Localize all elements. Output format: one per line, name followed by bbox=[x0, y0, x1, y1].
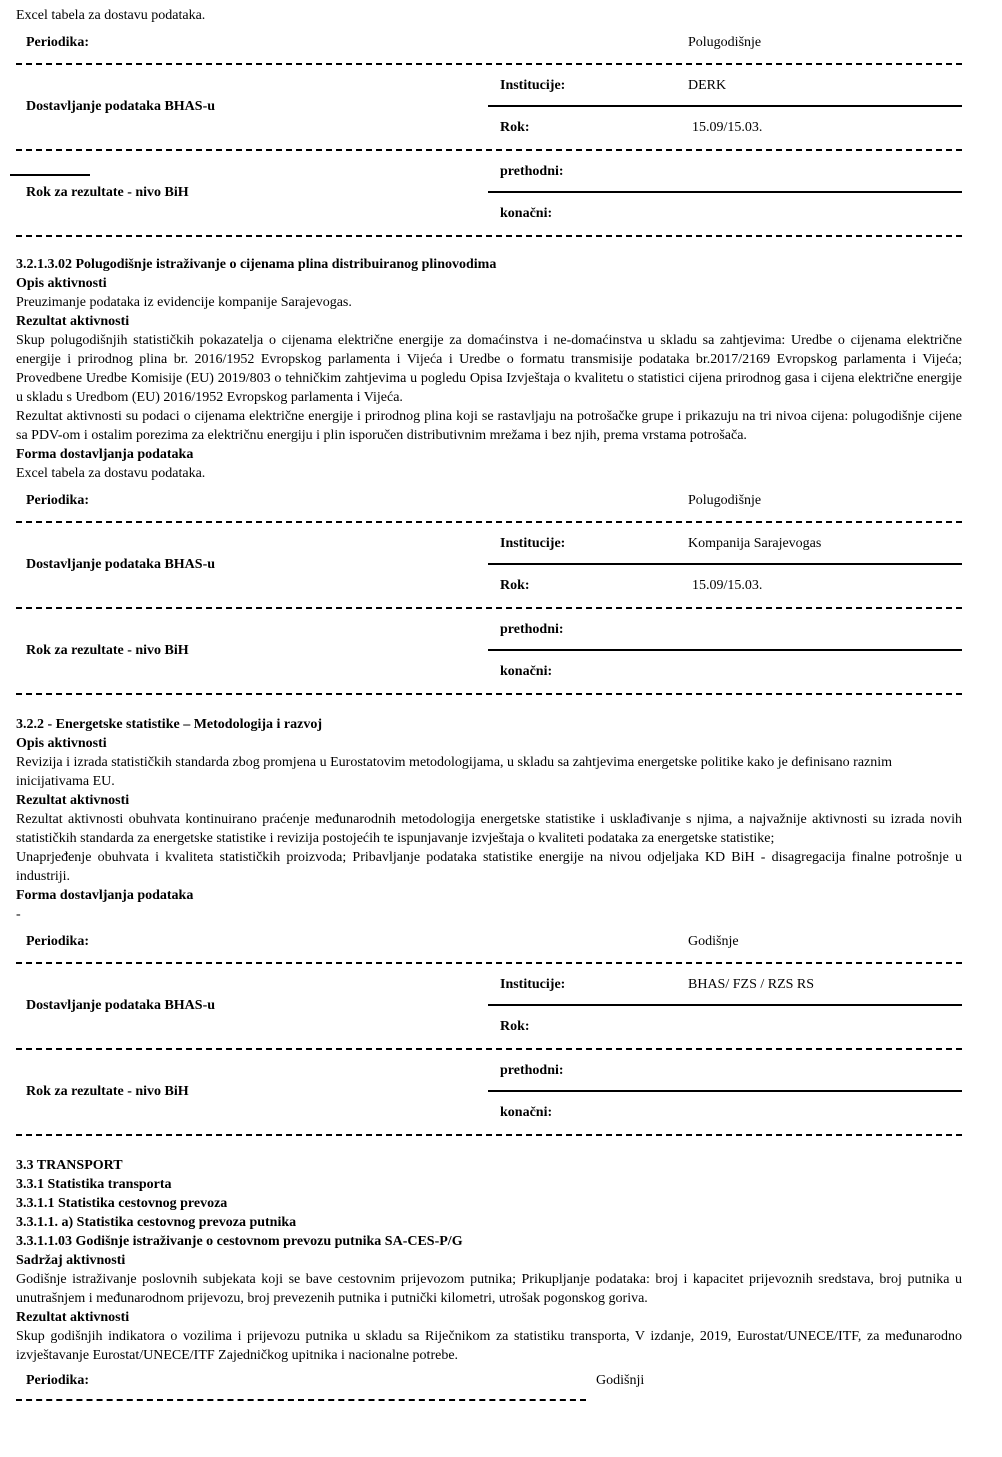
schedule-table-sarajevogas bbox=[16, 483, 962, 695]
opis-heading: Opis aktivnosti bbox=[16, 276, 107, 291]
dashed-divider bbox=[16, 235, 962, 237]
institucije-value: DERK bbox=[688, 78, 727, 93]
subsection-heading: 3.3.1.1.03 Godišnje istraživanje o cestovnom prevozu putnika SA-CES-P/G bbox=[16, 1234, 463, 1249]
rok-label: Rok: bbox=[500, 578, 530, 593]
periodika-label: Periodika: bbox=[26, 35, 89, 50]
intro-text: Excel tabela za dostavu podataka. bbox=[16, 8, 206, 23]
rezultati-label: Rok za rezultate - nivo BiH bbox=[26, 1084, 189, 1099]
periodika-value: Polugodišnje bbox=[688, 35, 762, 50]
institucije-row bbox=[488, 964, 962, 1006]
section-heading: 3.2.1.3.02 Polugodišnje istraživanje o cijenama plina distribuiranog plinovodima bbox=[16, 257, 497, 272]
periodika-label: Periodika: bbox=[26, 1373, 89, 1388]
rezultat-text-2: Rezultat aktivnosti su podaci o cijenama električne energije i prirodnog plina koji se rastavljaju na potrošačke grupe i prikazuju na tri nivoa cijena: polugodišnje cijene sa PDV-om i ostalim porezima za električnu energiju i plin isporučen distributivnim mrežama i bez njih, prema vrstama potrošača. bbox=[16, 409, 962, 443]
rezultati-group bbox=[16, 609, 962, 693]
periodika-row bbox=[16, 25, 962, 63]
rezultat-heading: Rezultat aktivnosti bbox=[16, 793, 130, 808]
institucije-label: Institucije: bbox=[500, 536, 566, 551]
forma-heading: Forma dostavljanja podataka bbox=[16, 888, 194, 903]
konacni-label: konačni: bbox=[500, 664, 553, 679]
konacni-row bbox=[488, 193, 962, 235]
dostava-label: Dostavljanje podataka BHAS-u bbox=[26, 557, 216, 572]
rok-row bbox=[488, 1006, 962, 1048]
rezultat-text-1: Rezultat aktivnosti obuhvata kontinuirano praćenje međunarodnih metodologija energetske statistike i usklađivanje s njima, a najvažnije aktivnosti su izrada novih statističkih standarda za energetske statistike i revizija postojećih te ispunjavanje izvještaja o kvaliteti podataka za energetske statistike; bbox=[16, 812, 962, 846]
rok-row bbox=[488, 107, 962, 149]
institucije-label: Institucije: bbox=[500, 977, 566, 992]
konacni-row bbox=[488, 1092, 962, 1134]
institucije-value: BHAS/ FZS / RZS RS bbox=[688, 977, 815, 992]
rezultati-label: Rok za rezultate - nivo BiH bbox=[26, 185, 189, 200]
dashed-divider bbox=[16, 1399, 586, 1401]
periodika-label: Periodika: bbox=[26, 493, 89, 508]
rezultat-text: Skup godišnjih indikatora o vozilima i prijevozu putnika u skladu sa Riječnikom za statistiku transporta, V izdanje, 2019, Eurostat/UNECE/ITF, za međunarodno izvještavanje Eurostat/UNECE/ITF Zajedničkog upitnika i nacionalne potrebe. bbox=[16, 1329, 962, 1363]
periodika-row bbox=[16, 483, 962, 521]
section-heading-transport: 3.3 TRANSPORT bbox=[16, 1158, 123, 1173]
schedule-table-bhas bbox=[16, 924, 962, 1136]
dostava-group bbox=[16, 964, 962, 1048]
institucije-value: Kompanija Sarajevogas bbox=[688, 536, 822, 551]
subsection-heading: 3.3.1.1. a) Statistika cestovnog prevoza putnika bbox=[16, 1215, 297, 1230]
periodika-value: Godišnji bbox=[596, 1373, 645, 1388]
periodika-row bbox=[16, 924, 962, 962]
opis-heading: Opis aktivnosti bbox=[16, 736, 107, 751]
sadrzaj-heading: Sadržaj aktivnosti bbox=[16, 1253, 126, 1268]
rok-value: 15.09/15.03. bbox=[692, 578, 763, 593]
prethodni-label: prethodni: bbox=[500, 164, 564, 179]
konacni-row bbox=[488, 651, 962, 693]
prethodni-label: prethodni: bbox=[500, 1063, 564, 1078]
sadrzaj-text: Godišnje istraživanje poslovnih subjekata koji se bave cestovnim prijevozom putnika; Prikupljanje podataka: broj i kapacitet prijevoznih sredstava, broj putnika u unutrašnjem i međunarodnom prijevozu, broj prevezenih putnika i putnički kilometri, utrošak pogonskog goriva. bbox=[16, 1272, 962, 1306]
periodika-value: Polugodišnje bbox=[688, 493, 762, 508]
rezultat-heading: Rezultat aktivnosti bbox=[16, 314, 130, 329]
rezultati-label: Rok za rezultate - nivo BiH bbox=[26, 643, 189, 658]
forma-text: Excel tabela za dostavu podataka. bbox=[16, 466, 206, 481]
periodika-label: Periodika: bbox=[26, 934, 89, 949]
subsection-heading: 3.3.1 Statistika transporta bbox=[16, 1177, 172, 1192]
dostava-group bbox=[16, 523, 962, 607]
forma-text: - bbox=[16, 907, 21, 922]
dostava-label: Dostavljanje podataka BHAS-u bbox=[26, 99, 216, 114]
konacni-label: konačni: bbox=[500, 1105, 553, 1120]
short-rule bbox=[10, 174, 90, 176]
periodika-value: Godišnje bbox=[688, 934, 739, 949]
institucije-row bbox=[488, 65, 962, 107]
rezultat-text-1: Skup polugodišnjih statističkih pokazatelja o cijenama električne energije za domaćinstva i ne-domaćinstva u skladu sa zahtjevima: Uredbe o cijenama električne energije i prirodnog plina br. 2016/1952 Evropskog parlamenta i Vijeća i Uredbe o formatu transmisije podataka br.2017/2169 Evropskog parlamenta i Vijeća; Provedbene Uredbe Komisije (EU) 2019/803 o tehničkim zahtjevima u pogledu Opisa Izvještaja o kvalitetu o statistici cijena prirodnog gasa i cijena električne energije u skladu s Uredbom (EU) 2016/1952 Evropskog parlamenta i Vijeća. bbox=[16, 333, 962, 405]
institucije-label: Institucije: bbox=[500, 78, 566, 93]
dostava-label: Dostavljanje podataka BHAS-u bbox=[26, 998, 216, 1013]
section-heading: 3.2.2 - Energetske statistike – Metodologija i razvoj bbox=[16, 717, 322, 732]
forma-heading: Forma dostavljanja podataka bbox=[16, 447, 194, 462]
schedule-table-derk bbox=[16, 25, 962, 237]
opis-text: Preuzimanje podataka iz evidencije kompanije Sarajevogas. bbox=[16, 295, 352, 310]
prethodni-row bbox=[488, 151, 962, 193]
prethodni-label: prethodni: bbox=[500, 622, 564, 637]
institucije-row bbox=[488, 523, 962, 565]
rok-label: Rok: bbox=[500, 120, 530, 135]
rezultat-heading: Rezultat aktivnosti bbox=[16, 1310, 130, 1325]
periodika-row bbox=[16, 1365, 645, 1399]
dashed-divider bbox=[16, 1134, 962, 1136]
rok-label: Rok: bbox=[500, 1019, 530, 1034]
konacni-label: konačni: bbox=[500, 206, 553, 221]
dashed-divider bbox=[16, 693, 962, 695]
subsection-heading: 3.3.1.1 Statistika cestovnog prevoza bbox=[16, 1196, 228, 1211]
rezultat-text-2: Unaprjeđenje obuhvata i kvaliteta statističkih proizvoda; Pribavljanje podataka statistike energije na nivou odjeljaka KD BiH - disagregacija finalne potrošnje u industriji. bbox=[16, 850, 962, 884]
prethodni-row bbox=[488, 609, 962, 651]
dostava-group bbox=[16, 65, 962, 149]
rok-row bbox=[488, 565, 962, 607]
rok-value: 15.09/15.03. bbox=[692, 120, 763, 135]
rezultati-group bbox=[16, 1050, 962, 1134]
prethodni-row bbox=[488, 1050, 962, 1092]
opis-text: Revizija i izrada statističkih standarda zbog promjena u Eurostatovim metodologijama, u skladu sa zahtjevima energetske politike kako je definisano raznim inicijativama EU. bbox=[16, 755, 893, 789]
document-page bbox=[16, 6, 962, 1401]
rezultati-group bbox=[16, 151, 962, 235]
